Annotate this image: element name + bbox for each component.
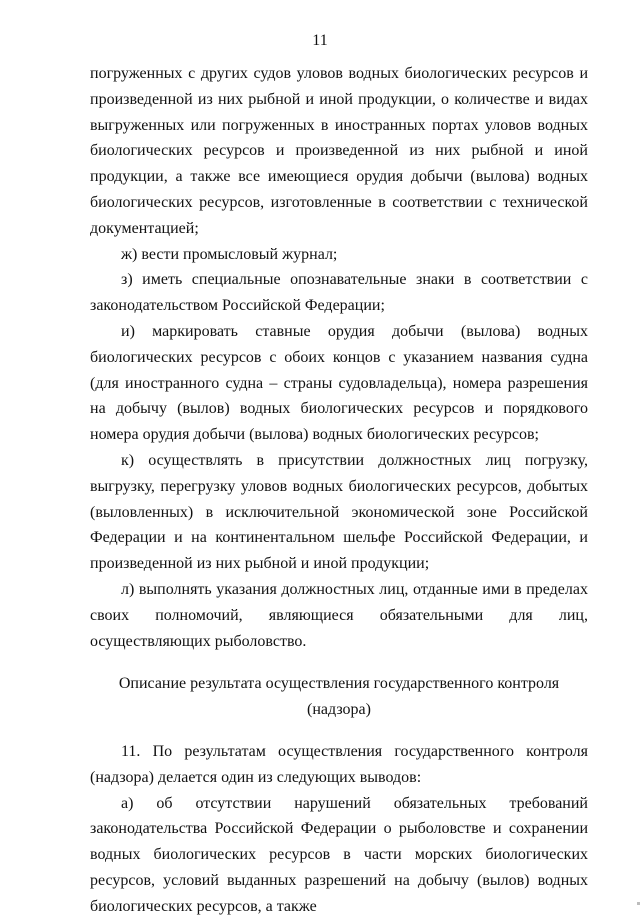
document-body: [90, 61, 588, 920]
paragraph-item-l: л) выполнять указания должностных лиц, отданные ими в пределах своих полномочий, являющиеся обязательными для лиц, осуществляющих рыболовство.: [90, 580, 588, 650]
paragraph-item-i: и) маркировать ставные орудия добычи (вылова) водных биологических ресурсов с обоих концов с указанием названия судна (для иностранного судна – страны судовладельца), номера разрешения на добычу (вылов) водных биологических ресурсов и порядкового номера орудия добычи (вылова) водных биологических ресурсов;: [90, 322, 588, 444]
paragraph-clause-11: 11. По результатам осуществления государственного контроля (надзора) делается один из следующих выводов:: [90, 742, 588, 786]
paragraph-item-k: к) осуществлять в присутствии должностных лиц погрузку, выгрузку, перегрузку уловов водных биологических ресурсов, добытых (выловленных) в исключительной экономической зоне Российской Федерации и на континентальном шельфе Российской Федерации, и произведенной из них рыбной и иной продукции;: [90, 451, 588, 573]
paragraph-item-a: а) об отсутствии нарушений обязательных требований законодательства Российской Федерации о рыболовстве и сохранении водных биологических ресурсов в части морских биологических ресурсов, условий выданных разрешений на добычу (вылов) водных биологических ресурсов, а также: [90, 794, 588, 915]
paragraph-item-z: з) иметь специальные опознавательные знаки в соответствии с законодательством Российской Федерации;: [90, 271, 588, 315]
section-heading: Описание результата осуществления государственного контроля (надзора): [118, 675, 560, 719]
paragraph-continuation: погруженных с других судов уловов водных биологических ресурсов и произведенной из них рыбной и иной продукции, о количестве и видах выгруженных или погруженных в иностранных портах уловов водных биологических ресурсов и произведенной из них рыбной и иной продукции, а также все имеющиеся орудия добычи (вылова) водных биологических ресурсов, изготовленные в соответствии с технической документацией;: [90, 65, 588, 237]
page-number: 11: [312, 32, 328, 49]
paragraph-item-zh: ж) вести промысловый журнал;: [121, 245, 338, 263]
